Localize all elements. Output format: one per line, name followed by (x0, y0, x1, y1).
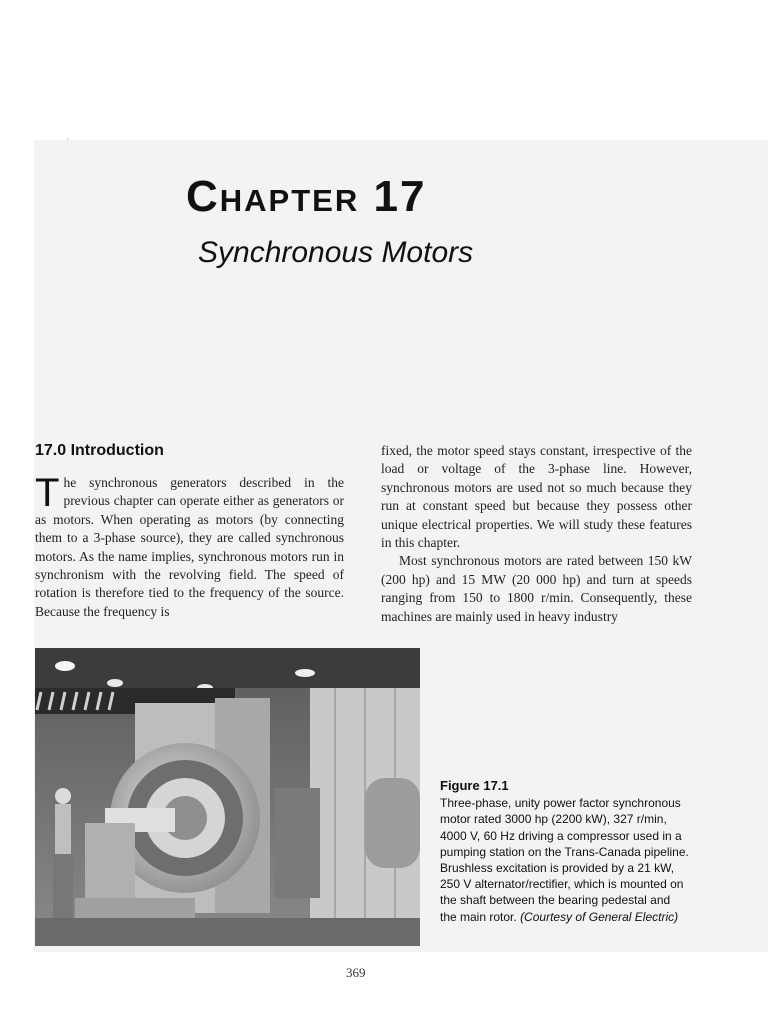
figure-credit: (Courtesy of General Electric) (520, 909, 679, 924)
figure-caption (440, 778, 690, 925)
figure-caption-text: Three-phase, unity power factor synchronous motor rated 3000 hp (2200 kW), 327 r/min, 4000 V, 60 Hz driving a compressor used in a pumping station on the Trans-Canada pipeline. Brushless excitation is provided by a 21 kW, 250 V alternator/rectifier, which is mounted on the shaft between the bearing pedestal and the main rotor. (440, 796, 689, 924)
figure-label: Figure 17.1 (440, 778, 509, 793)
chapter-subtitle: Synchronous Motors (198, 236, 474, 269)
drop-cap: T (35, 471, 60, 515)
intro-paragraph-continued: fixed, the motor speed stays constant, irrespective of the load or voltage of the 3-phase line. However, synchronous motors are used not so much because they run at constant speed but because they possess other unique electrical properties. We will study these features in this chapter. (381, 443, 692, 551)
page-number: 369 (346, 965, 366, 980)
synchronous-motor-photo (35, 648, 420, 946)
chapter-title (186, 172, 426, 222)
scan-mark: · (66, 134, 69, 144)
section-heading: 17.0 Introduction (35, 442, 164, 459)
chapter-label: Chapter (186, 172, 360, 221)
intro-paragraph (35, 471, 344, 621)
body-column-left (35, 471, 344, 621)
intro-paragraph-text: he synchronous generators described in the previous chapter can operate either as generators or as motors. When operating as motors (by connecting them to a 3-phase source), they are called synchronous motors. As the name implies, synchronous motors run in synchronism with the revolving field. The speed of rotation is therefore tied to the frequency of the source. Because the frequency is (35, 475, 344, 619)
chapter-number: 17 (373, 172, 427, 221)
second-paragraph: Most synchronous motors are rated between 150 kW (200 hp) and 15 MW (20 000 hp) and turn at speeds ranging from 150 to 1800 r/min. Consequently, these machines are mainly used in heavy industry (381, 553, 692, 624)
body-column-right (381, 442, 692, 626)
